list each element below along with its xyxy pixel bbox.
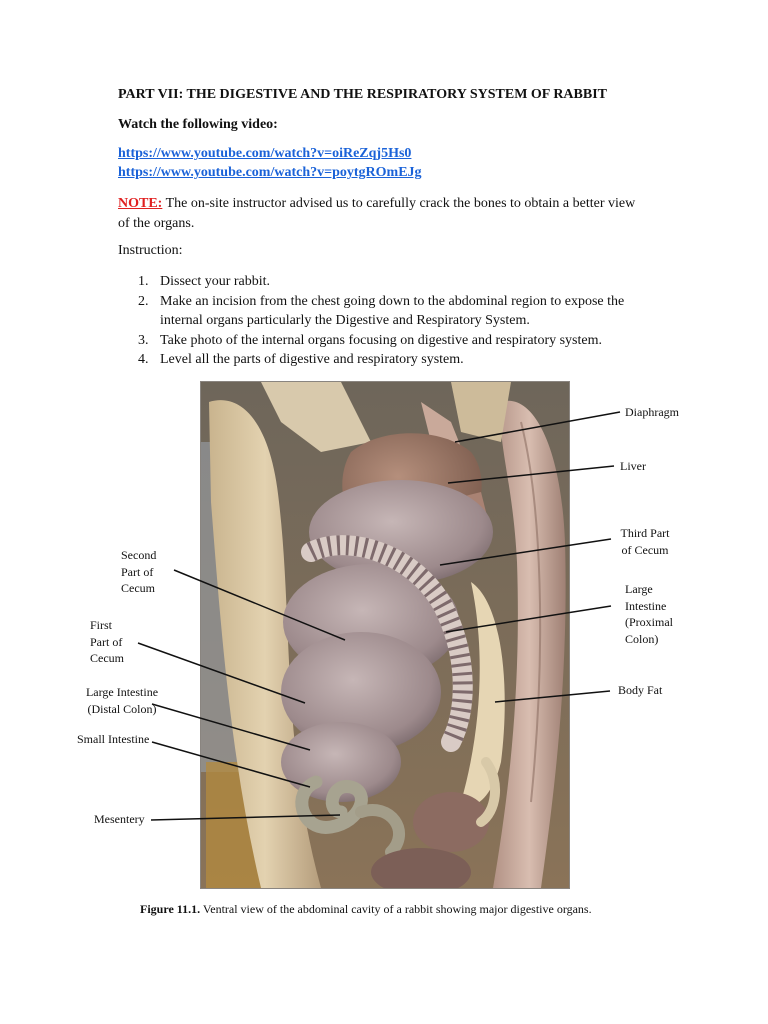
watch-prompt: Watch the following video:	[118, 117, 278, 132]
caption-label: Figure 11.1.	[140, 902, 201, 916]
label-line: Colon)	[625, 631, 659, 646]
label-small-intestine: Small Intestine	[77, 732, 150, 746]
label-line: (Distal Colon)	[87, 701, 157, 716]
figure-caption	[140, 902, 592, 917]
label-large-intestine-proximal	[625, 581, 673, 647]
body-fat-leader	[495, 691, 610, 702]
note-label: NOTE:	[118, 196, 163, 211]
label-second-cecum	[121, 547, 156, 597]
label-line: Third Part	[620, 526, 670, 540]
note-text: The on-site instructor advised us to carefully crack the bones to obtain a better view of the organs.	[118, 196, 636, 231]
label-mesentery: Mesentery	[94, 812, 145, 826]
video-link-1[interactable]: https://www.youtube.com/watch?v=oiReZqj5Hs0	[118, 146, 412, 161]
label-line: of Cecum	[621, 542, 669, 557]
label-liver: Liver	[620, 459, 646, 473]
liver-leader	[448, 466, 614, 483]
label-line: Part of	[121, 564, 154, 579]
mesentery-leader	[151, 815, 340, 820]
step-number: 2.	[138, 293, 149, 309]
second-cecum-leader	[174, 570, 345, 640]
page-heading: PART VII: THE DIGESTIVE AND THE RESPIRATORY SYSTEM OF RABBIT	[118, 87, 608, 102]
label-line: Second	[121, 548, 157, 562]
step-text: Take photo of the internal organs focusing on digestive and respiratory system.	[160, 332, 602, 348]
step-number: 4.	[138, 352, 149, 367]
label-line: Intestine	[625, 598, 667, 613]
label-diaphragm: Diaphragm	[625, 405, 679, 419]
instruction-heading: Instruction:	[118, 243, 183, 258]
step-text: Make an incision from the chest going down to the abdominal region to expose the internal organs particularly the Digestive and Respiratory System.	[160, 293, 625, 328]
label-line: First	[90, 618, 113, 632]
label-line: Cecum	[90, 651, 124, 665]
large-proximal-leader	[446, 606, 611, 632]
step-number: 1.	[138, 274, 149, 289]
label-line: Large Intestine	[85, 685, 159, 699]
third-cecum-leader	[440, 539, 611, 565]
step-text: Dissect your rabbit.	[160, 274, 271, 289]
label-third-cecum	[617, 525, 673, 558]
diaphragm-leader	[455, 412, 620, 442]
large-distal-leader	[152, 704, 310, 750]
label-large-intestine-distal	[74, 684, 170, 717]
step-number: 3.	[138, 332, 149, 348]
label-line: Large	[625, 582, 653, 596]
label-line: Part of	[90, 634, 123, 649]
label-line: (Proximal	[625, 615, 673, 629]
label-first-cecum	[90, 617, 124, 667]
step-text: Level all the parts of digestive and respiratory system.	[160, 352, 464, 367]
video-link-2[interactable]: https://www.youtube.com/watch?v=poytgROmEJg	[118, 165, 422, 180]
label-body-fat: Body Fat	[618, 683, 663, 697]
caption-text: Ventral view of the abdominal cavity of a rabbit showing major digestive organs.	[200, 902, 592, 916]
small-intestine-leader	[152, 742, 310, 787]
label-line: Cecum	[121, 581, 155, 595]
